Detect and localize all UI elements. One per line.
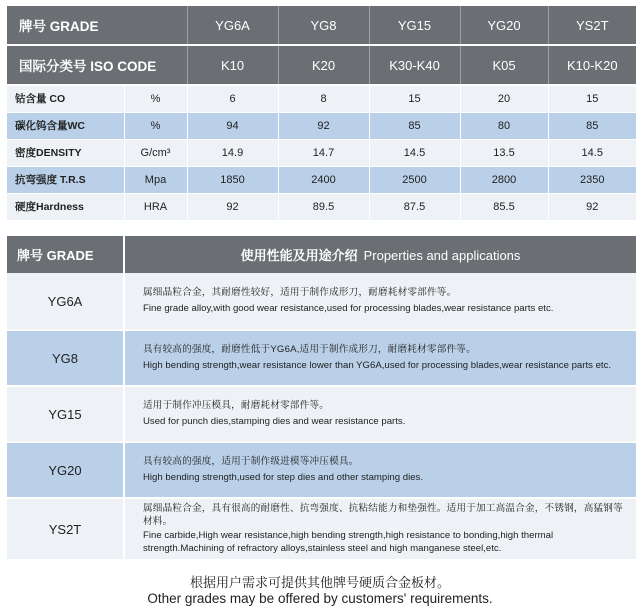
grade-cell: YS2T xyxy=(7,498,124,560)
description-en: High bending strength,used for step dies and other stamping dies. xyxy=(143,472,423,483)
table-row xyxy=(7,193,636,220)
table-row xyxy=(7,386,636,442)
unit-cell: % xyxy=(124,112,187,139)
value-cell: 6 xyxy=(187,85,278,112)
grade-header-label: 牌号 GRADE xyxy=(7,6,187,45)
table-row xyxy=(7,112,636,139)
grade-header-cell: YG20 xyxy=(460,6,548,45)
description-en: Fine carbide,High wear resistance,high bending strength,high resistance to bonding,high thermal strength.Machining of refractory alloys,stainless steel and high manganese steel,etc. xyxy=(143,530,554,554)
grade-cell: YG8 xyxy=(7,330,124,386)
applications-grade-header: 牌号 GRADE xyxy=(7,236,124,273)
value-cell: 14.9 xyxy=(187,139,278,166)
description-cell xyxy=(124,498,636,560)
description-cell xyxy=(124,386,636,442)
grade-cell: YG6A xyxy=(7,273,124,330)
grade-cell: YG15 xyxy=(7,386,124,442)
grade-header-cell: YG8 xyxy=(278,6,369,45)
iso-code-cell: K10 xyxy=(187,45,278,85)
value-cell: 14.7 xyxy=(278,139,369,166)
property-label: 硬度Hardness xyxy=(7,193,124,220)
unit-cell: HRA xyxy=(124,193,187,220)
grade-header-cell: YG15 xyxy=(369,6,460,45)
value-cell: 2500 xyxy=(369,166,460,193)
value-cell: 20 xyxy=(460,85,548,112)
iso-code-cell: K05 xyxy=(460,45,548,85)
grade-header-cell: YS2T xyxy=(548,6,636,45)
table-row xyxy=(7,273,636,330)
footer-note-en: Other grades may be offered by customers' requirements. xyxy=(147,591,493,606)
unit-cell: % xyxy=(124,85,187,112)
value-cell: 94 xyxy=(187,112,278,139)
value-cell: 85.5 xyxy=(460,193,548,220)
footer-note-cn: 根据用户需求可提供其他牌号硬质合金板材。 xyxy=(189,575,450,590)
value-cell: 87.5 xyxy=(369,193,460,220)
value-cell: 2350 xyxy=(548,166,636,193)
description-cell xyxy=(124,273,636,330)
value-cell: 92 xyxy=(548,193,636,220)
iso-code-cell: K20 xyxy=(278,45,369,85)
description-cn: 具有较高的强度，耐磨性低于YG6A,适用于制作成形刀，耐磨耗材零部件等。 xyxy=(143,343,476,355)
property-label: 密度DENSITY xyxy=(7,139,124,166)
iso-header-row xyxy=(7,45,636,85)
applications-header-row xyxy=(7,236,636,273)
description-en: Fine grade alloy,with good wear resistance,used for processing blades,wear resistance parts etc. xyxy=(143,303,554,314)
table-row xyxy=(7,498,636,560)
value-cell: 1850 xyxy=(187,166,278,193)
table-row xyxy=(7,139,636,166)
value-cell: 13.5 xyxy=(460,139,548,166)
table-row xyxy=(7,442,636,498)
applications-props-header xyxy=(124,236,636,273)
value-cell: 92 xyxy=(278,112,369,139)
props-header-en: Properties and applications xyxy=(363,248,521,263)
grade-header-row xyxy=(7,6,636,45)
unit-cell: G/cm³ xyxy=(124,139,187,166)
value-cell: 89.5 xyxy=(278,193,369,220)
table-row xyxy=(7,330,636,386)
props-header-cn: 使用性能及用途介绍 xyxy=(240,248,358,263)
value-cell: 92 xyxy=(187,193,278,220)
property-label: 钴含量 CO xyxy=(7,85,124,112)
iso-code-cell: K10-K20 xyxy=(548,45,636,85)
description-cn: 属细晶粒合金，其耐磨性较好，适用于制作成形刀，耐磨耗材零部件等。 xyxy=(143,286,457,298)
grade-cell: YG20 xyxy=(7,442,124,498)
grade-header-cell: YG6A xyxy=(187,6,278,45)
description-cell xyxy=(124,330,636,386)
iso-header-label: 国际分类号 ISO CODE xyxy=(7,45,187,85)
value-cell: 2800 xyxy=(460,166,548,193)
description-cn: 具有较高的强度，适用于制作级进模等冲压模具。 xyxy=(143,455,359,467)
description-cell xyxy=(124,442,636,498)
value-cell: 14.5 xyxy=(548,139,636,166)
value-cell: 85 xyxy=(548,112,636,139)
table-row xyxy=(7,166,636,193)
iso-code-cell: K30-K40 xyxy=(369,45,460,85)
value-cell: 80 xyxy=(460,112,548,139)
table-row xyxy=(7,85,636,112)
value-cell: 85 xyxy=(369,112,460,139)
description-cn: 适用于制作冲压模具，耐磨耗材零部件等。 xyxy=(143,399,330,411)
value-cell: 15 xyxy=(369,85,460,112)
applications-table xyxy=(7,236,636,561)
value-cell: 15 xyxy=(548,85,636,112)
property-label: 碳化钨含量WC xyxy=(7,112,124,139)
grade-properties-table xyxy=(7,6,636,221)
description-en: High bending strength,wear resistance lower than YG6A,used for processing blades,wear resistance parts etc. xyxy=(143,360,612,371)
value-cell: 2400 xyxy=(278,166,369,193)
property-label: 抗弯强度 T.R.S xyxy=(7,166,124,193)
value-cell: 8 xyxy=(278,85,369,112)
unit-cell: Mpa xyxy=(124,166,187,193)
description-en: Used for punch dies,stamping dies and wear resistance parts. xyxy=(143,416,406,427)
description-cn: 属细晶粒合金，具有很高的耐磨性、抗弯强度、抗粘结能力和垫强性。适用于加工高温合金，不锈钢，高猛钢等材料。 xyxy=(143,503,623,527)
value-cell: 14.5 xyxy=(369,139,460,166)
